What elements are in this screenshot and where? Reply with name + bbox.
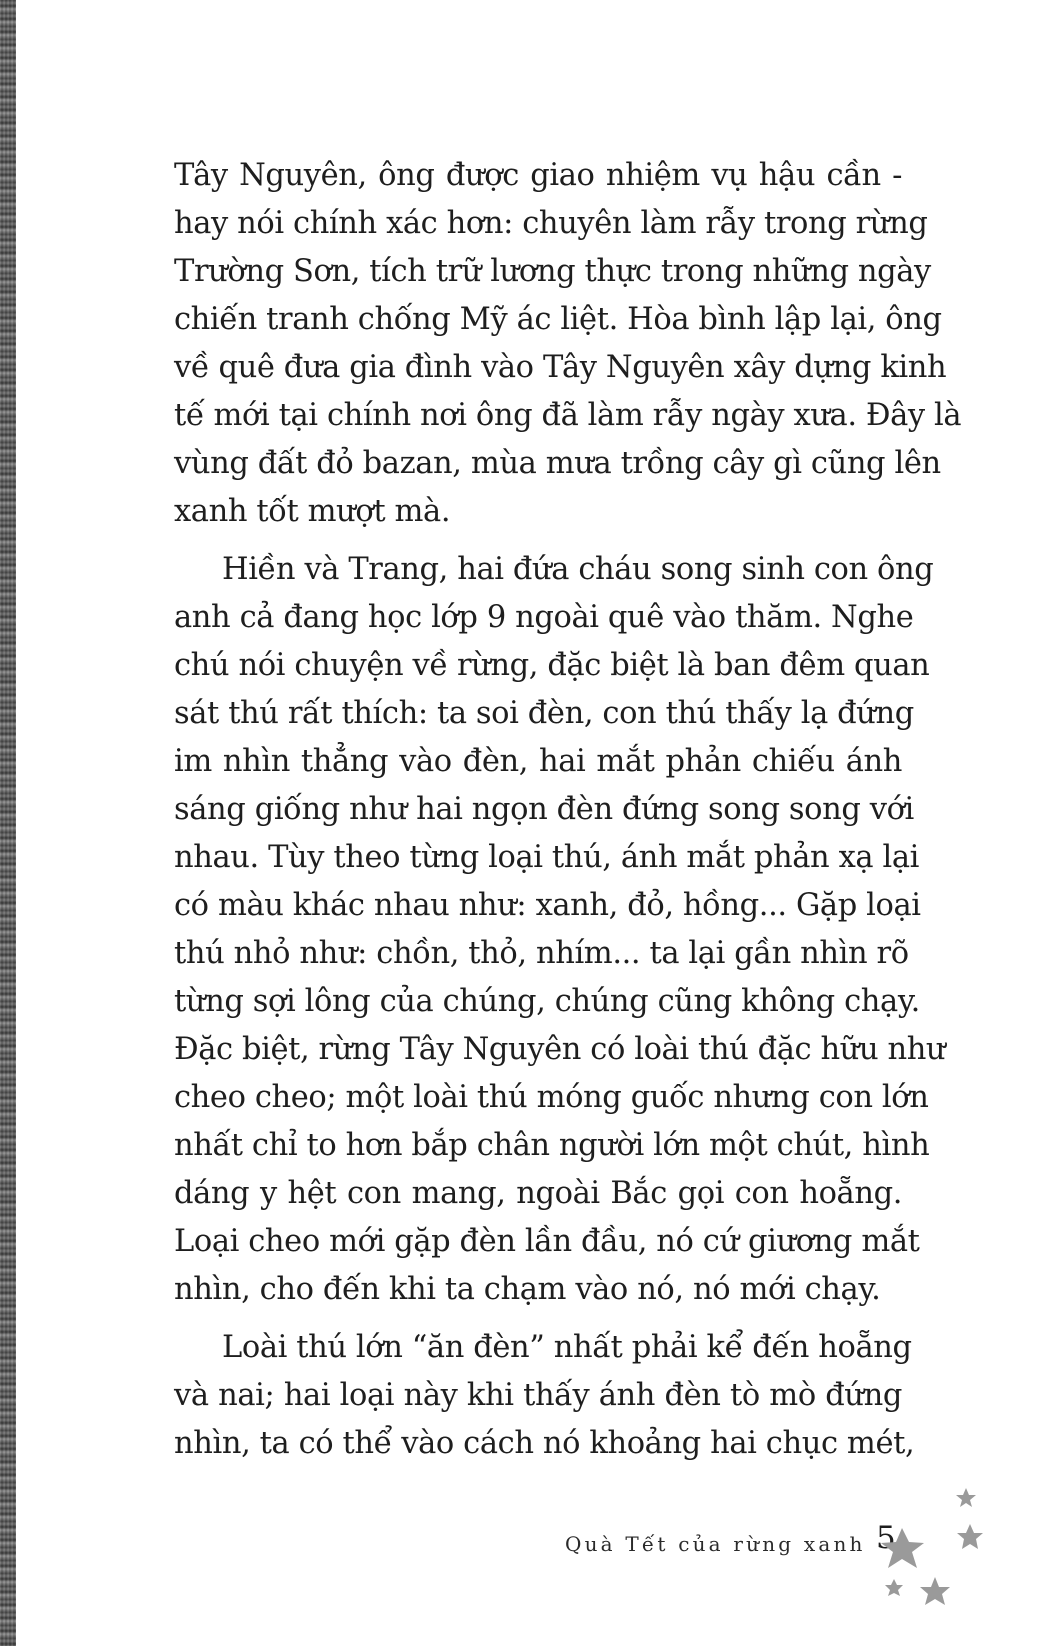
star-large — [881, 1528, 924, 1568]
paragraph-gap — [174, 536, 902, 546]
p1-line-7: vùng đất đỏ bazan, mùa mưa trồng cây gì cũng lên — [174, 446, 941, 481]
p3-line-3: nhìn, ta có thể vào cách nó khoảng hai chục mét, — [174, 1426, 915, 1461]
star-medium-right — [957, 1524, 983, 1549]
body-text — [174, 152, 962, 1468]
p2-line-2: anh cả đang học lớp 9 ngoài quê vào thăm. Nghe — [174, 600, 914, 635]
star-medium-bottom — [920, 1577, 950, 1605]
p2-line-13: nhất chỉ to hơn bắp chân người lớn một chút, hình — [174, 1128, 930, 1163]
p2-line-4: sát thú rất thích: ta soi đèn, con thú thấy lạ đứng — [174, 696, 914, 731]
p3-line-2: và nai; hai loại này khi thấy ánh đèn tò mò đứng — [174, 1378, 902, 1413]
p2-line-6: sáng giống như hai ngọn đèn đứng song song với — [174, 792, 914, 827]
p2-line-9: thú nhỏ như: chồn, thỏ, nhím... ta lại gần nhìn rõ — [174, 936, 909, 971]
p2-line-10: từng sợi lông của chúng, chúng cũng không chạy. — [174, 984, 920, 1019]
p2-line-14: dáng y hệt con mang, ngoài Bắc gọi con hoẵng. — [174, 1176, 902, 1211]
p2-line-3: chú nói chuyện về rừng, đặc biệt là ban đêm quan — [174, 648, 930, 683]
star-shape — [881, 1488, 983, 1605]
p2-line-12: cheo cheo; một loài thú móng guốc nhưng con lớn — [174, 1080, 929, 1115]
paragraph-gap — [174, 1314, 902, 1324]
running-footer-title: Quà Tết của rừng xanh — [565, 1532, 866, 1556]
p2-line-16: nhìn, cho đến khi ta chạm vào nó, nó mới chạy. — [174, 1272, 881, 1307]
p2-line-5: im nhìn thẳng vào đèn, hai mắt phản chiếu ánh — [174, 744, 902, 779]
p1-line-8: xanh tốt mượt mà. — [174, 494, 451, 529]
p2-line-11: Đặc biệt, rừng Tây Nguyên có loài thú đặc hữu như — [174, 1032, 946, 1067]
p1-line-1: Tây Nguyên, ông được giao nhiệm vụ hậu cần - — [174, 158, 902, 193]
p1-line-2: hay nói chính xác hơn: chuyên làm rẫy trong rừng — [174, 206, 928, 241]
p1-line-6: tế mới tại chính nơi ông đã làm rẫy ngày xưa. Đây là — [174, 398, 962, 433]
p2-line-1: Hiền và Trang, hai đứa cháu song sinh con ông — [222, 552, 934, 587]
p1-line-3: Trường Sơn, tích trữ lương thực trong những ngày — [174, 254, 931, 289]
p2-line-15: Loại cheo mới gặp đèn lần đầu, nó cứ giương mắt — [174, 1224, 920, 1259]
page-number: 5 — [876, 1520, 896, 1556]
stars-icon — [880, 1480, 1020, 1630]
p1-line-4: chiến tranh chống Mỹ ác liệt. Hòa bình lập lại, ông — [174, 302, 942, 337]
page-edge-texture — [0, 0, 16, 1646]
p3-line-1: Loài thú lớn “ăn đèn” nhất phải kể đến hoẵng — [222, 1330, 912, 1365]
p2-line-8: có màu khác nhau như: xanh, đỏ, hồng... Gặp loại — [174, 888, 921, 923]
p2-line-7: nhau. Tùy theo từng loại thú, ánh mắt phản xạ lại — [174, 840, 919, 875]
star-small-top — [956, 1488, 976, 1507]
p1-line-5: về quê đưa gia đình vào Tây Nguyên xây dựng kinh — [174, 350, 947, 385]
star-small-bottom — [885, 1579, 903, 1596]
